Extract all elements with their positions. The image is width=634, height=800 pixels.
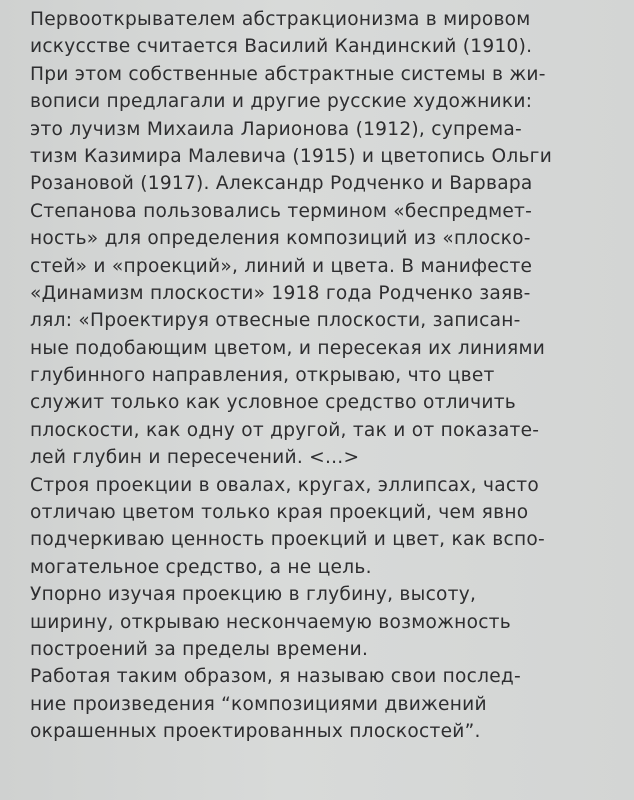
- text-line: Работая таким образом, я называю свои послед-: [30, 666, 521, 688]
- text-line: ширину, открываю нескончаемую возможность: [30, 611, 511, 633]
- text-line: плоскости, как одну от другой, так и от показате-: [30, 419, 540, 441]
- text-line: Первооткрывателем абстракционизма в мировом: [30, 9, 531, 30]
- text-line: Упорно изучая проекцию в глубину, высоту,: [30, 584, 477, 606]
- text-line: лей глубин и пересечений. <...>: [30, 447, 360, 469]
- text-line: Строя проекции в овалах, кругах, эллипсах, часто: [30, 474, 540, 496]
- body-text: [30, 6, 630, 746]
- text-line: глубинного направления, открываю, что цвет: [30, 365, 495, 387]
- text-line: подчеркиваю ценность проекций и цвет, как вспо-: [30, 529, 545, 551]
- text-line: лял: «Проектируя отвесные плоскости, записан-: [30, 310, 521, 332]
- text-line: вописи предлагали и другие русские художники:: [30, 91, 533, 113]
- text-line: окрашенных проектированных плоскостей”.: [30, 721, 481, 743]
- text-line: ность» для определения композиций из «плоско-: [30, 228, 531, 250]
- text-line: отличаю цветом только края проекций, чем явно: [30, 502, 529, 524]
- text-line: построений за пределы времени.: [30, 638, 369, 660]
- text-line: ние произведения “композициями движений: [30, 693, 487, 715]
- text-line: могательное средство, а не цель.: [30, 556, 372, 578]
- text-line: «Динамизм плоскости» 1918 года Родченко заяв-: [30, 282, 531, 304]
- text-line: При этом собственные абстрактные системы в жи-: [30, 63, 546, 85]
- text-line: ные подобающим цветом, и пересекая их линиями: [30, 337, 546, 359]
- text-line: Степанова пользовались термином «беспредмет-: [30, 200, 533, 222]
- text-line: это лучизм Михаила Ларионова (1912), супрема-: [30, 118, 522, 140]
- text-line: тизм Казимира Малевича (1915) и цветопись Ольги: [30, 145, 553, 167]
- text-line: Розановой (1917). Александр Родченко и Варвара: [30, 173, 533, 195]
- text-line: служит только как условное средство отличить: [30, 392, 517, 414]
- text-line: искусстве считается Василий Кандинский (1910).: [30, 36, 533, 58]
- text-line: стей» и «проекций», линий и цвета. В манифесте: [30, 255, 533, 277]
